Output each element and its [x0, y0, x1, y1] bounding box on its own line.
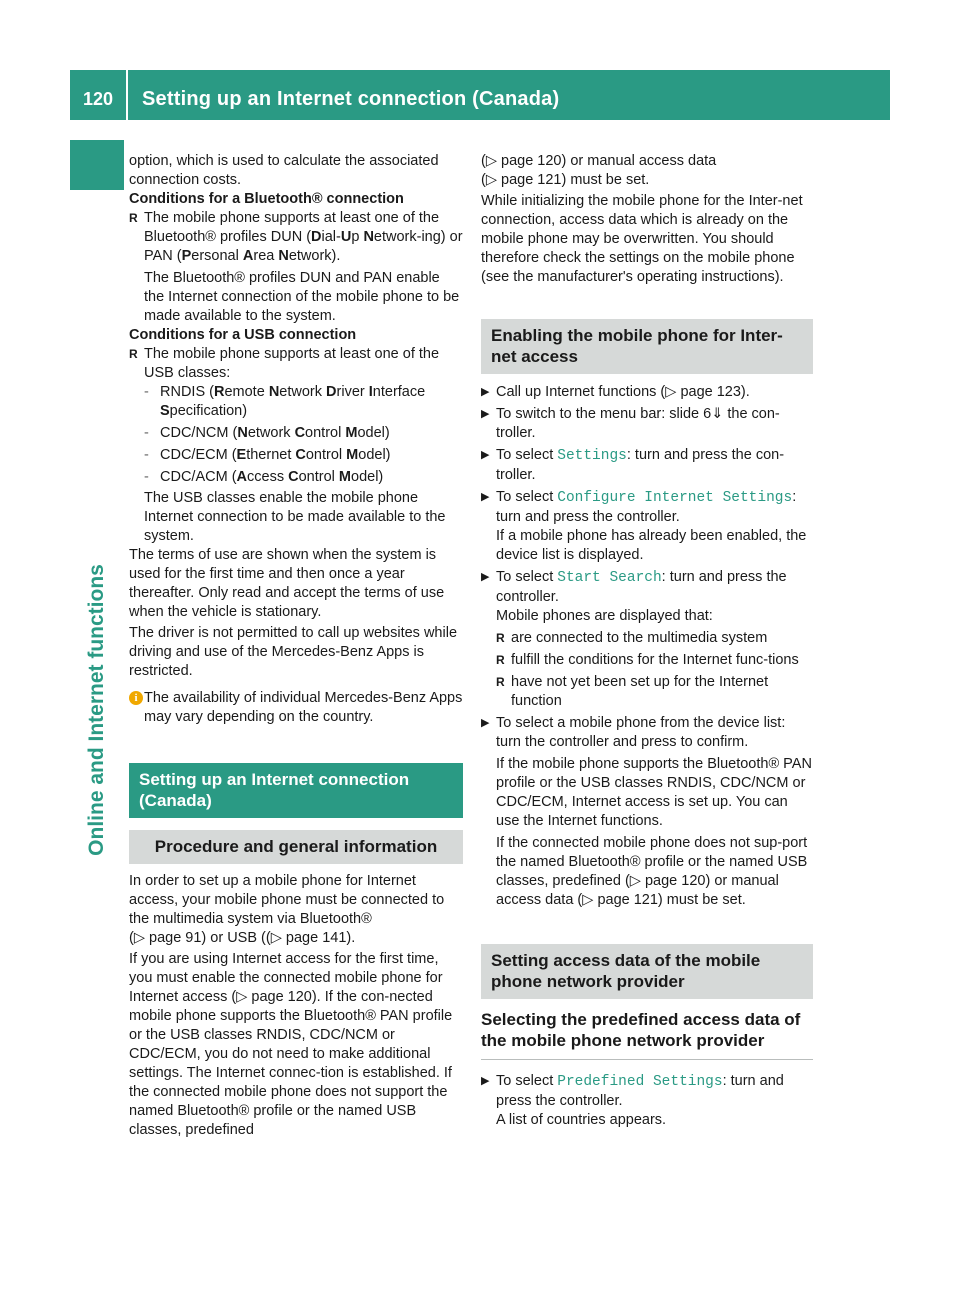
usb-class-cdc-acm: - CDC/ACM (Access Control Model): [144, 469, 384, 485]
info-icon: i: [129, 691, 143, 705]
right-column: [481, 152, 813, 1130]
continuation-text: (▷ page 120) or manual access data (▷ page 121) must be set.: [481, 152, 813, 190]
usb-class-rndis: - RNDIS (Remote Network Driver Interface Specification): [144, 384, 426, 419]
step-arrow-icon: ▶: [481, 449, 490, 461]
page-ref-icon: [481, 153, 501, 169]
step-call-up-internet: ▶ Call up Internet functions (▷ page 123).: [481, 384, 750, 400]
step-arrow-icon: ▶: [481, 491, 490, 503]
step-result-unsupported: If the connected mobile phone does not sup-port the named Bluetooth® profile or the named USB classes, predefined (▷ page 120) or manual access data (▷ page 121) must be set.: [496, 835, 808, 908]
page-ref-icon: ▷: [582, 892, 598, 908]
page-title: Setting up an Internet connection (Canada): [142, 88, 560, 110]
section-heading-setup: Setting up an Internet connection (Canada): [129, 763, 463, 818]
menu-item-settings: Settings: [557, 448, 627, 464]
step-arrow-icon: ▶: [481, 408, 490, 420]
page-ref-icon: ▷: [236, 989, 252, 1005]
step-arrow-icon: ▶: [481, 1075, 490, 1087]
section-heading-enable: Enabling the mobile phone for Inter-net access: [481, 319, 813, 374]
intro-text: option, which is used to calculate the associated connection costs.: [129, 153, 439, 188]
menu-item-start-search: Start Search: [557, 570, 662, 586]
usb-conditions-heading: Conditions for a USB connection: [129, 327, 357, 343]
usb-class-cdc-ncm: - CDC/NCM (Network Control Model): [144, 425, 390, 441]
procedure-paragraph-2: If you are using Internet access for the first time, you must enable the connected mobile phone for Internet access (▷ page 120). If the con-nected mobile phone supports the Bluetooth® PAN profile or the USB classes RNDIS, CDC/NCM or CDC/ECM, you do not need to make additional settings. The Internet connec-tion is established. If the connected mobile phone does not support the named Bluetooth® profile or the named USB classes, predefined: [129, 951, 453, 1138]
section-heading-procedure: Procedure and general information: [129, 830, 463, 864]
menu-item-configure-internet-settings: Configure Internet Settings: [557, 490, 793, 506]
page-ref-icon: [481, 172, 501, 188]
step-result-supported: If the mobile phone supports the Bluetooth® PAN profile or the USB classes RNDIS, CDC/NCM or CDC/ECM, Internet access is set up. You can use the Internet functions.: [496, 756, 812, 829]
page-ref-icon: [266, 930, 286, 946]
list-item: R fulfill the conditions for the Internet func-tions: [481, 651, 813, 670]
initializing-warning: While initializing the mobile phone for the Inter-net connection, access data which is already on the mobile phone may be overwritten. You should therefore check the settings on the mobile phone (see the manufacturer's operating instructions).: [481, 193, 803, 285]
bluetooth-note: The Bluetooth® profiles DUN and PAN enable the Internet connection of the mobile phone to be made available to the system.: [144, 270, 460, 324]
page-ref-icon: ▷: [665, 384, 681, 400]
step-select-mobile-phone: ▶ To select a mobile phone from the device list: turn the controller and press to confirm.: [481, 715, 786, 750]
page-header: [70, 70, 890, 120]
chapter-marker: [70, 140, 124, 190]
page-ref-icon: ▷: [629, 873, 645, 889]
list-item: R have not yet been set up for the Internet function: [481, 673, 813, 711]
usb-note: The USB classes enable the mobile phone Internet connection to be made available to the system.: [144, 490, 446, 544]
terms-of-use-text: The terms of use are shown when the system is used for the first time and then once a year thereafter. Only read and accept the terms of use when the vehicle is stationary.: [129, 547, 445, 620]
list-item: R are connected to the multimedia system: [481, 629, 813, 648]
step-start-search: ▶ To select Start Search: turn and press the controller. Mobile phones are displayed that:: [481, 569, 787, 624]
step-select-settings: ▶ To select Settings: turn and press the con-troller.: [481, 447, 785, 483]
step-configure-internet-settings: ▶ To select Configure Internet Settings: turn and press the controller. If a mobile phone has already been enabled, the device list is displayed.: [481, 489, 807, 563]
step-predefined-settings: ▶ To select Predefined Settings: turn and press the controller. A list of countries appears.: [481, 1073, 784, 1128]
procedure-paragraph-1: In order to set up a mobile phone for Internet access, your mobile phone must be connected to the multimedia system via Bluetooth® (▷ page 91) or USB ((▷ page 141).: [129, 872, 463, 948]
bluetooth-condition-bullet: R The mobile phone supports at least one of the Bluetooth® profiles DUN (Dial-Up Network-ing) or PAN (Personal Area Network).: [129, 209, 463, 266]
step-arrow-icon: ▶: [481, 571, 490, 583]
page-ref-icon: [129, 930, 149, 946]
driver-restriction-text: The driver is not permitted to call up websites while driving and use of the Mercedes-Benz Apps is restricted.: [129, 625, 458, 679]
info-note: i The availability of individual Mercedes-Benz Apps may vary depending on the country.: [129, 689, 463, 727]
header-divider: [126, 70, 128, 120]
menu-item-predefined-settings: Predefined Settings: [557, 1074, 723, 1090]
usb-condition-bullet: R The mobile phone supports at least one of the USB classes:: [129, 345, 463, 383]
subsection-heading-predefined: Selecting the predefined access data of the mobile phone network provider: [481, 1010, 801, 1050]
step-arrow-icon: ▶: [481, 386, 490, 398]
page-number: 120: [82, 89, 114, 109]
step-switch-menu-bar: ▶ To switch to the menu bar: slide 6⇓ the con-troller.: [481, 406, 780, 441]
divider: [481, 1059, 813, 1060]
chapter-label: Online and Internet functions: [85, 564, 108, 856]
step-arrow-icon: ▶: [481, 717, 490, 729]
section-heading-access-data: Setting access data of the mobile phone network provider: [481, 944, 813, 999]
left-column: [129, 152, 463, 1140]
bluetooth-conditions-heading: Conditions for a Bluetooth® connection: [129, 191, 404, 207]
usb-class-cdc-ecm: - CDC/ECM (Ethernet Control Model): [144, 447, 391, 463]
